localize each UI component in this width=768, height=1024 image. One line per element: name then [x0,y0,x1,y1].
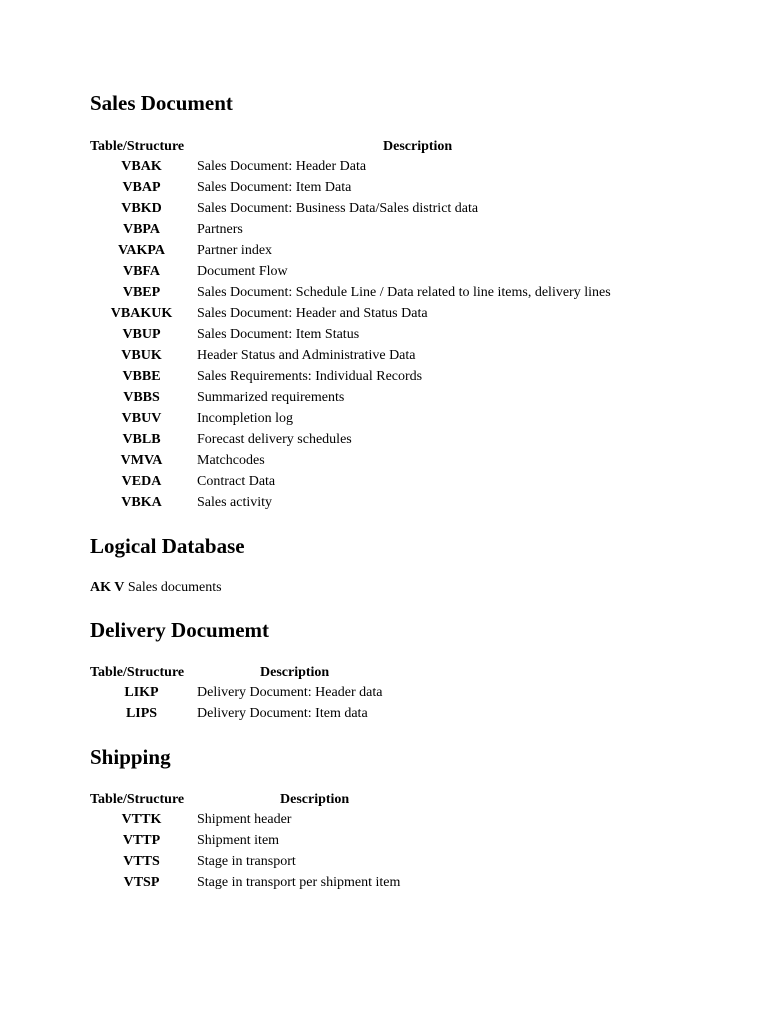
delivery-table-structure-header: Table/Structure [90,665,185,680]
table-description: Shipment item [197,833,280,848]
table-description: Sales Document: Item Data [197,180,352,195]
table-description: Contract Data [197,474,276,489]
table-description: Partner index [197,243,273,258]
table-row [90,219,730,240]
table-code: VTSP [123,875,160,890]
table-row [90,492,730,513]
table-description: Header Status and Administrative Data [197,348,416,363]
table-code: VBKA [121,495,162,510]
table-code: VMVA [120,453,163,468]
table-row [90,450,730,471]
sales-description-header: Description [383,139,453,154]
table-description: Incompletion log [197,411,294,426]
table-row [90,872,730,893]
logical-database-code: AK V [90,580,125,595]
table-code: VBUP [122,327,161,342]
table-row [90,240,730,261]
table-description: Sales Document: Schedule Line / Data related to line items, delivery lines [197,285,611,300]
table-code: VBUK [121,348,162,363]
table-row [90,387,730,408]
table-description: Document Flow [197,264,288,279]
table-row [90,177,730,198]
shipping-title: Shipping [90,745,171,769]
table-row [90,303,730,324]
table-row [90,429,730,450]
table-code: VBKD [121,201,162,216]
table-description: Forecast delivery schedules [197,432,352,447]
table-code: VEDA [121,474,162,489]
delivery-document-title: Delivery Documemt [90,618,270,642]
table-row [90,198,730,219]
table-description: Stage in transport per shipment item [197,875,401,890]
table-description: Shipment header [197,812,292,827]
table-description: Summarized requirements [197,390,345,405]
table-row [90,345,730,366]
table-row [90,703,730,724]
table-description: Delivery Document: Item data [197,706,368,721]
table-code: VBLB [122,432,161,447]
sales-document-title: Sales Document [90,91,233,115]
table-code: VBBS [123,390,160,405]
table-description: Sales Document: Header and Status Data [197,306,428,321]
table-code: VTTK [121,812,162,827]
table-code: VBAK [121,159,162,174]
table-row [90,324,730,345]
table-description: Delivery Document: Header data [197,685,383,700]
table-row [90,682,730,703]
table-code: LIKP [124,685,159,700]
table-description: Partners [197,222,243,237]
table-description: Matchcodes [197,453,265,468]
table-code: VTTP [122,833,161,848]
shipping-table-structure-header: Table/Structure [90,792,185,807]
table-row [90,851,730,872]
logical-database-description: Sales documents [124,580,222,595]
table-description: Sales activity [197,495,273,510]
table-description: Sales Document: Business Data/Sales district data [197,201,479,216]
delivery-description-header: Description [260,665,330,680]
table-row [90,261,730,282]
table-row [90,471,730,492]
table-code: VBUV [121,411,162,426]
table-row [90,366,730,387]
table-code: VTTS [123,854,160,869]
table-code: VBEP [122,285,161,300]
table-description: Stage in transport [197,854,296,869]
logical-database-title: Logical Database [90,534,245,558]
table-code: VBPA [122,222,161,237]
table-row [90,809,730,830]
table-description: Sales Requirements: Individual Records [197,369,423,384]
table-code: VBFA [122,264,161,279]
shipping-description-header: Description [280,792,350,807]
table-row [90,408,730,429]
table-code: VBBE [122,369,161,384]
table-description: Sales Document: Item Status [197,327,360,342]
table-code: VBAKUK [110,306,173,321]
table-code: LIPS [125,706,158,721]
table-row [90,282,730,303]
table-row [90,156,730,177]
table-code: VAKPA [118,243,165,258]
table-row [90,830,730,851]
logical-database-entry [90,577,222,598]
sales-table-structure-header: Table/Structure [90,139,185,154]
table-description: Sales Document: Header Data [197,159,367,174]
table-code: VBAP [122,180,161,195]
